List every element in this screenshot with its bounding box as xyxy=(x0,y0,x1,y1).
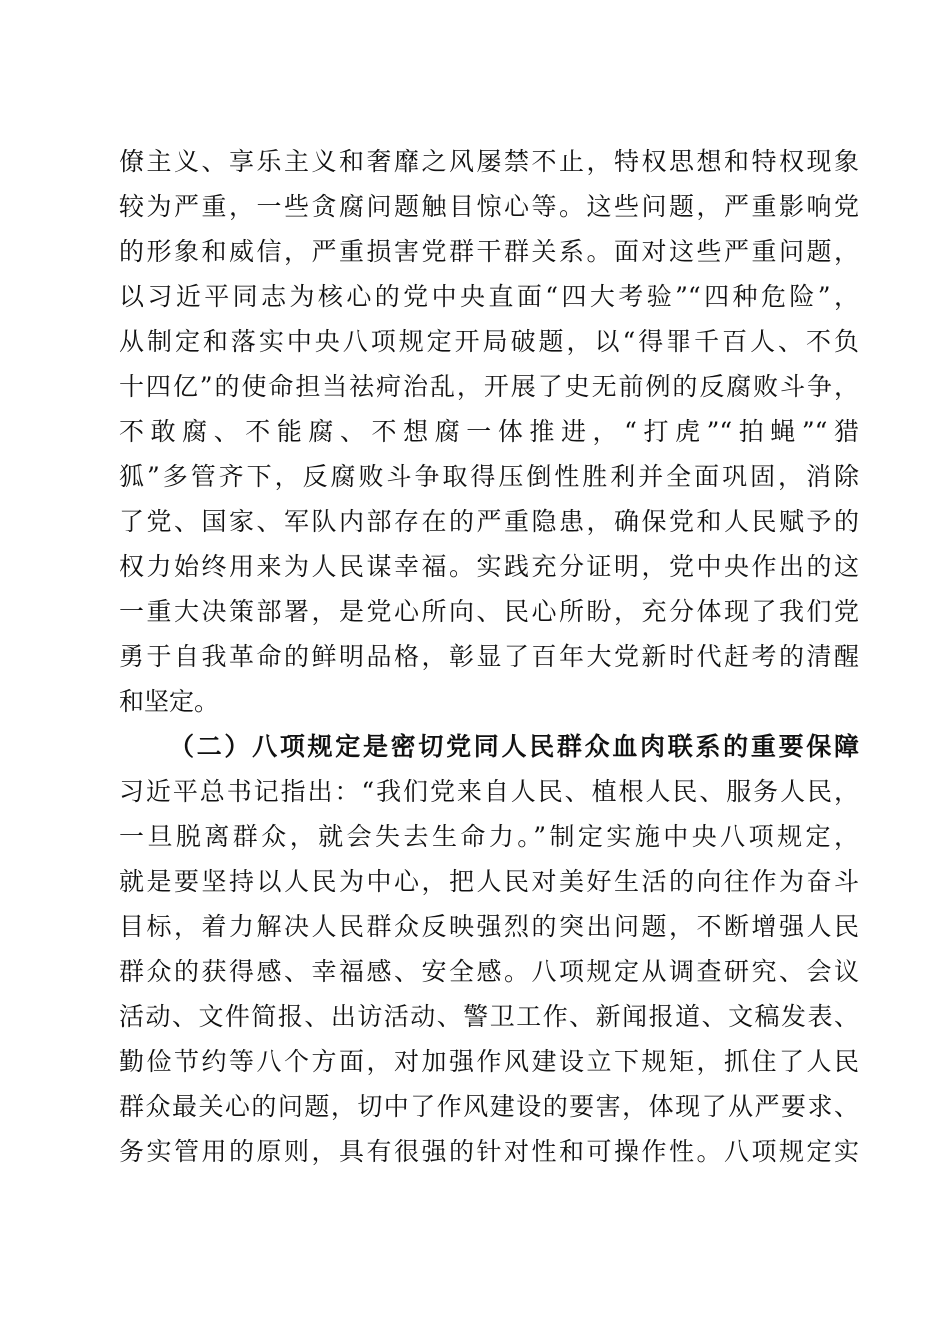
text-line: 群众的获得感、幸福感、安全感。八项规定从调查研究、会议 xyxy=(119,957,859,986)
text-line: 一旦脱离群众，就会失去生命力。”制定实施中央八项规定， xyxy=(119,822,859,851)
paragraph-1 xyxy=(119,139,859,724)
section-heading: （二）八项规定是密切党同人民群众血肉联系的重要保障 xyxy=(169,732,859,761)
text-line: 务实管用的原则，具有很强的针对性和可操作性。八项规定实 xyxy=(119,1137,859,1166)
paragraph-2 xyxy=(119,769,859,1174)
text-line: 了党、国家、军队内部存在的严重隐患，确保党和人民赋予的 xyxy=(119,507,859,536)
text-line: 习近平总书记指出：“我们党来自人民、植根人民、服务人民， xyxy=(119,777,859,806)
text-line: 一重大决策部署，是党心所向、民心所盼，充分体现了我们党 xyxy=(119,597,859,626)
text-line: 活动、文件简报、出访活动、警卫工作、新闻报道、文稿发表、 xyxy=(119,1002,859,1031)
text-line: 就是要坚持以人民为中心，把人民对美好生活的向往作为奋斗 xyxy=(119,867,859,896)
text-line: 群众最关心的问题，切中了作风建设的要害，体现了从严要求、 xyxy=(119,1092,859,1121)
text-line: 以习近平同志为核心的党中央直面“四大考验”“四种危险”， xyxy=(119,282,859,311)
text-line: 勤俭节约等八个方面，对加强作风建设立下规矩，抓住了人民 xyxy=(119,1047,859,1076)
text-line: 勇于自我革命的鲜明品格，彰显了百年大党新时代赶考的清醒 xyxy=(119,642,859,671)
text-line: 从制定和落实中央八项规定开局破题，以“得罪千百人、不负 xyxy=(119,327,859,356)
text-line: 僚主义、享乐主义和奢靡之风屡禁不止，特权思想和特权现象 xyxy=(119,147,859,176)
text-line: 十四亿”的使命担当祛疴治乱，开展了史无前例的反腐败斗争， xyxy=(119,372,859,401)
text-line: 目标，着力解决人民群众反映强烈的突出问题，不断增强人民 xyxy=(119,912,859,941)
text-line: 权力始终用来为人民谋幸福。实践充分证明，党中央作出的这 xyxy=(119,552,859,581)
text-line: 狐”多管齐下，反腐败斗争取得压倒性胜利并全面巩固，消除 xyxy=(119,462,859,491)
text-line: 和坚定。 xyxy=(119,687,220,716)
text-line: 较为严重，一些贪腐问题触目惊心等。这些问题，严重影响党 xyxy=(119,192,859,221)
text-line: 的形象和威信，严重损害党群干群关系。面对这些严重问题， xyxy=(119,237,859,266)
text-line: 不敢腐、不能腐、不想腐一体推进，“打虎”“拍蝇”“猎 xyxy=(119,417,859,446)
document-body xyxy=(119,139,859,1174)
